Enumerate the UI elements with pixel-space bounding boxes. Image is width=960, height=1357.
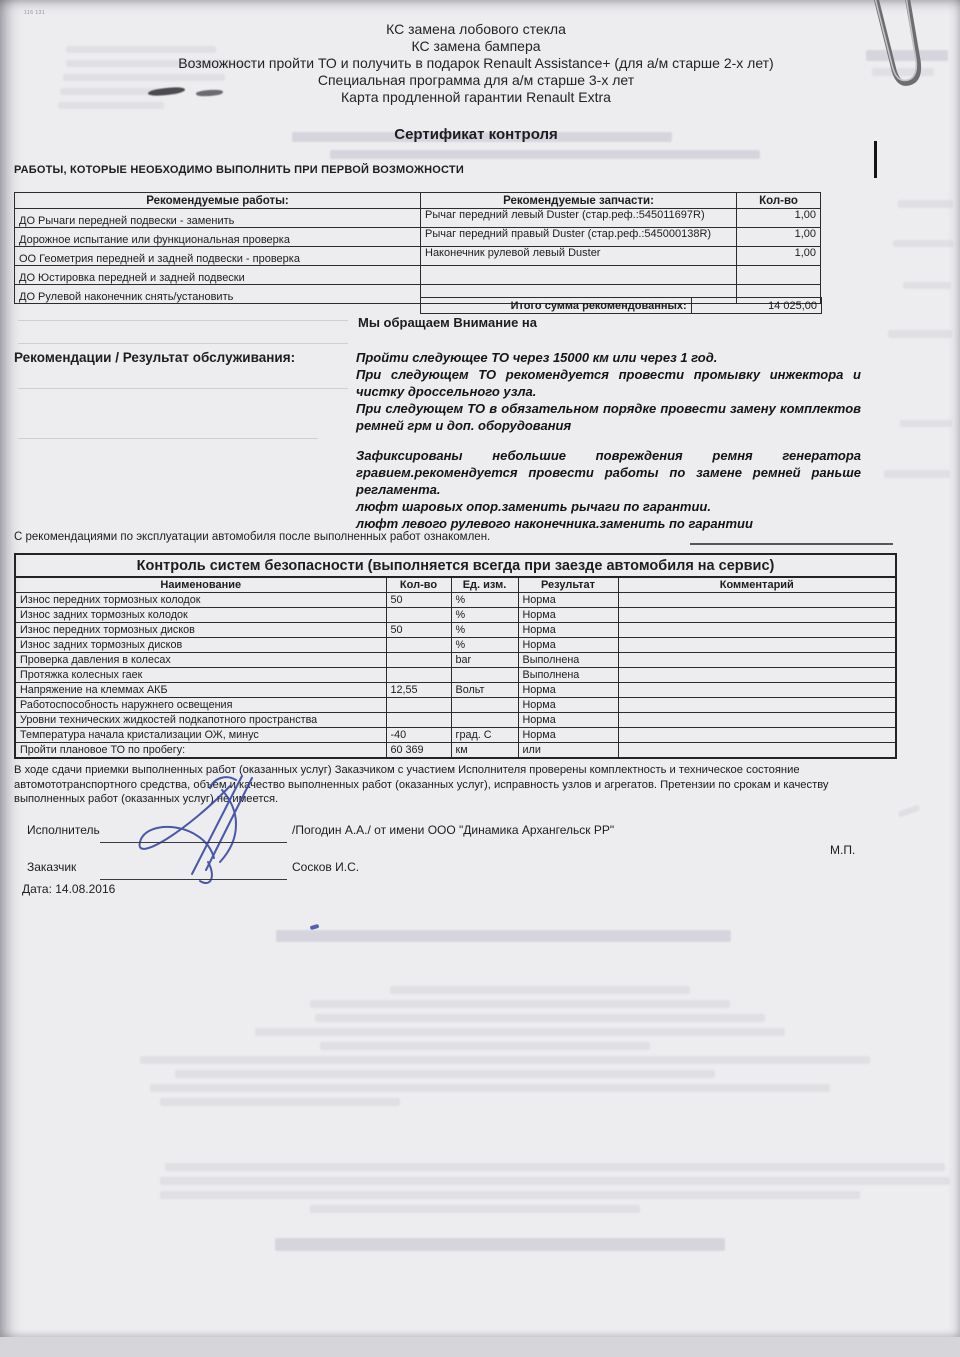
table-row — [15, 638, 896, 653]
table-cell — [386, 713, 451, 728]
bleedthrough-text-ghost — [315, 1014, 765, 1022]
bleedthrough-text-ghost — [275, 1238, 725, 1251]
table-cell — [618, 683, 896, 698]
table-cell: град. С — [451, 728, 518, 743]
table-cell: 1,00 — [737, 228, 821, 247]
column-header-works: Рекомендуемые работы: — [15, 193, 421, 209]
table-cell — [451, 713, 518, 728]
table-cell: Износ задних тормозных дисков — [15, 638, 386, 653]
table-cell: % — [451, 638, 518, 653]
table-cell: Дорожное испытание или функциональная проверка — [15, 228, 421, 247]
table-cell: Износ задних тормозных колодок — [15, 608, 386, 623]
table-row — [15, 209, 821, 228]
table-cell — [386, 698, 451, 713]
table-cell: ДО Рычаги передней подвески - заменить — [15, 209, 421, 228]
table-cell: Норма — [518, 698, 618, 713]
table-cell — [386, 608, 451, 623]
table-header-row — [15, 577, 896, 593]
table-cell: Норма — [518, 713, 618, 728]
table-row — [15, 668, 896, 683]
bleedthrough-text-ghost — [150, 1084, 830, 1092]
table-cell: Износ передних тормозных колодок — [15, 593, 386, 608]
works-notice: РАБОТЫ, КОТОРЫЕ НЕОБХОДИМО ВЫПОЛНИТЬ ПРИ ПЕРВОЙ ВОЗМОЖНОСТИ — [14, 164, 464, 176]
column-header-result: Результат — [518, 577, 618, 593]
bleedthrough-text-ghost — [390, 986, 690, 994]
executor-signature-line — [100, 842, 287, 843]
table-cell: Вольт — [451, 683, 518, 698]
table-cell: % — [451, 593, 518, 608]
table-cell: 50 — [386, 623, 451, 638]
column-header-unit: Ед. изм. — [451, 577, 518, 593]
customer-label: Заказчик — [27, 860, 77, 874]
bleedthrough-text-ghost — [160, 1177, 950, 1185]
recommended-total-row — [420, 297, 822, 314]
table-row — [15, 698, 896, 713]
table-row — [15, 743, 896, 759]
table-cell: Норма — [518, 623, 618, 638]
bleedthrough-rule — [18, 438, 318, 439]
table-cell: Норма — [518, 683, 618, 698]
table-cell: 1,00 — [737, 247, 821, 266]
table-cell: 12,55 — [386, 683, 451, 698]
table-cell: ДО Юстировка передней и задней подвески — [15, 266, 421, 285]
table-row — [15, 266, 821, 285]
table-cell: bar — [451, 653, 518, 668]
column-header-name: Наименование — [15, 577, 386, 593]
bleedthrough-text-ghost — [165, 1163, 945, 1171]
table-cell — [618, 698, 896, 713]
table-row — [15, 593, 896, 608]
table-cell: Проверка давления в колесах — [15, 653, 386, 668]
table-cell — [386, 668, 451, 683]
bleedthrough-text-ghost — [310, 1000, 730, 1008]
table-cell: Напряжение на клеммах АКБ — [15, 683, 386, 698]
recommendations-label: Рекомендации / Результат обслуживания: — [14, 350, 296, 365]
table-cell — [386, 653, 451, 668]
table-cell: 50 — [386, 593, 451, 608]
corner-mark: 116 131 — [24, 10, 46, 16]
table-cell: 1,00 — [737, 209, 821, 228]
attention-heading: Мы обращаем Внимание на — [358, 315, 538, 330]
date-line: Дата: 14.08.2016 — [22, 882, 116, 896]
table-cell — [618, 728, 896, 743]
table-cell: Норма — [518, 638, 618, 653]
table-cell — [618, 638, 896, 653]
table-cell: -40 — [386, 728, 451, 743]
bleedthrough-text-ghost — [255, 1028, 785, 1036]
bleedthrough-text-ghost — [888, 330, 952, 338]
table-cell: % — [451, 608, 518, 623]
bleedthrough-text-ghost — [310, 1205, 640, 1213]
table-cell — [618, 713, 896, 728]
text-line: При следующем ТО в обязательном порядке провести замену комплектов ремней грм и доп. оборудования — [356, 401, 861, 433]
table-cell — [618, 668, 896, 683]
table-cell: Протяжка колесных гаек — [15, 668, 386, 683]
table-row — [421, 298, 822, 314]
table-cell — [618, 743, 896, 759]
table-cell: ОО Геометрия передней и задней подвески - проверка — [15, 247, 421, 266]
table-cell: 60 369 — [386, 743, 451, 759]
text-line: КС замена бампера — [411, 38, 541, 54]
text-line: Карта продленной гарантии Renault Extra — [341, 89, 611, 105]
bleedthrough-mark — [898, 804, 921, 817]
bleedthrough-text-ghost — [884, 470, 950, 478]
table-row — [15, 608, 896, 623]
table-cell: Выполнена — [518, 653, 618, 668]
text-line: Пройти следующее ТО через 15000 км или через 1 год. — [356, 350, 718, 365]
text-line: Зафиксированы небольшие повреждения ремня генератора гравием.рекомендуется провести работы по замене ремней раньше регламента. — [356, 448, 861, 497]
table-cell — [618, 593, 896, 608]
text-line: При следующем ТО рекомендуется провести промывку инжектора и чистку дроссельного узла. — [356, 367, 861, 399]
table-cell — [421, 266, 737, 285]
table-cell: Работоспособность наружнего освещения — [15, 698, 386, 713]
pen-mark — [874, 141, 877, 178]
bleedthrough-text-ghost — [276, 930, 731, 942]
table-cell — [618, 653, 896, 668]
paperclip — [845, 0, 955, 116]
customer-signature-line — [100, 879, 287, 880]
table-title-row — [15, 554, 896, 577]
safety-table-title: Контроль систем безопасности (выполняется всегда при заезде автомобиля на сервис) — [15, 554, 896, 577]
recommendations-text — [356, 349, 861, 532]
text-line: люфт левого рулевого наконечника.заменить по гарантии — [356, 516, 753, 531]
table-row — [15, 228, 821, 247]
text-line: Специальная программа для а/м старше 3-х лет — [317, 72, 635, 88]
safety-control-table — [14, 553, 897, 759]
table-cell: Рычаг передний правый Duster (стар.реф.:545000138R) — [421, 228, 737, 247]
table-cell: Выполнена — [518, 668, 618, 683]
table-cell: ДО Рулевой наконечник снять/установить — [15, 285, 421, 304]
table-cell: Пройти плановое ТО по пробегу: — [15, 743, 386, 759]
bleedthrough-text-ghost — [160, 1098, 400, 1106]
text-line: КС замена лобового стекла — [386, 21, 566, 37]
table-cell — [451, 668, 518, 683]
executor-label: Исполнитель — [27, 823, 100, 837]
bleedthrough-rule — [18, 320, 348, 321]
stamp-placeholder: М.П. — [830, 843, 856, 857]
bleedthrough-rule — [18, 343, 348, 344]
column-header-parts: Рекомендуемые запчасти: — [421, 193, 737, 209]
bleedthrough-text-ghost — [900, 420, 952, 427]
text-line: люфт шаровых опор.заменить рычаги по гарантии. — [356, 499, 711, 514]
customer-name: Сосков И.С. — [292, 860, 360, 874]
column-header-qty: Кол-во — [386, 577, 451, 593]
recommended-works-table — [14, 192, 821, 304]
table-row — [15, 683, 896, 698]
bleedthrough-text-ghost — [140, 1056, 870, 1064]
table-cell: км — [451, 743, 518, 759]
table-cell: % — [451, 623, 518, 638]
bleedthrough-text-ghost — [898, 200, 953, 208]
bleedthrough-text-ghost — [330, 150, 760, 159]
table-cell: Износ передних тормозных дисков — [15, 623, 386, 638]
column-header-qty: Кол-во — [737, 193, 821, 209]
total-label: Итого сумма рекомендованных: — [421, 298, 692, 314]
table-cell: Норма — [518, 593, 618, 608]
signature-scribble — [118, 768, 308, 893]
table-row — [15, 623, 896, 638]
table-row — [15, 728, 896, 743]
page-title: Сертификат контроля — [394, 126, 558, 143]
bleedthrough-text-ghost — [160, 1191, 860, 1199]
table-cell: Наконечник рулевой левый Duster — [421, 247, 737, 266]
table-cell — [386, 638, 451, 653]
table-cell: Норма — [518, 728, 618, 743]
table-cell — [451, 698, 518, 713]
bleedthrough-text-ghost — [903, 282, 951, 289]
pen-line — [690, 543, 893, 545]
table-header-row — [15, 193, 821, 209]
table-cell — [618, 608, 896, 623]
table-cell: Температура начала кристализации ОЖ, минус — [15, 728, 386, 743]
table-row — [15, 713, 896, 728]
column-header-comment: Комментарий — [618, 577, 896, 593]
text-line: Возможности пройти ТО и получить в подарок Renault Assistance+ (для а/м старше 2-х лет) — [178, 55, 774, 71]
scan-edge-shadow — [0, 1337, 960, 1357]
acknowledgement-line: С рекомендациями по эксплуатации автомобиля после выполненных работ ознакомлен. — [14, 531, 491, 543]
bleedthrough-text-ghost — [893, 240, 953, 247]
total-value: 14 025,00 — [691, 298, 821, 314]
table-cell — [618, 623, 896, 638]
table-row — [15, 247, 821, 266]
executor-name: /Погодин А.А./ от имени ООО "Динамика Архангельск РР" — [292, 823, 615, 837]
bleedthrough-text-ghost — [175, 1070, 715, 1078]
table-cell — [737, 266, 821, 285]
table-cell: или — [518, 743, 618, 759]
bleedthrough-text-ghost — [320, 1042, 650, 1050]
table-cell: Норма — [518, 608, 618, 623]
table-cell: Рычаг передний левый Duster (стар.реф.:545011697R) — [421, 209, 737, 228]
table-cell: Уровни технических жидкостей подкапотного пространства — [15, 713, 386, 728]
bleedthrough-rule — [18, 388, 348, 389]
closing-paragraph: В ходе сдачи приемки выполненных работ (оказанных услуг) Заказчиком с участием Исполнителя проверены комплектность и техническое состояние автомототранспортного средства, объем и качество выполненных работ (оказанных услуг), исправность узлов и агрегатов. Претензии по срокам и качеству выполненных работ (оказанных услуг) не имеется. — [14, 764, 829, 805]
table-row — [15, 653, 896, 668]
header-block — [0, 21, 952, 106]
